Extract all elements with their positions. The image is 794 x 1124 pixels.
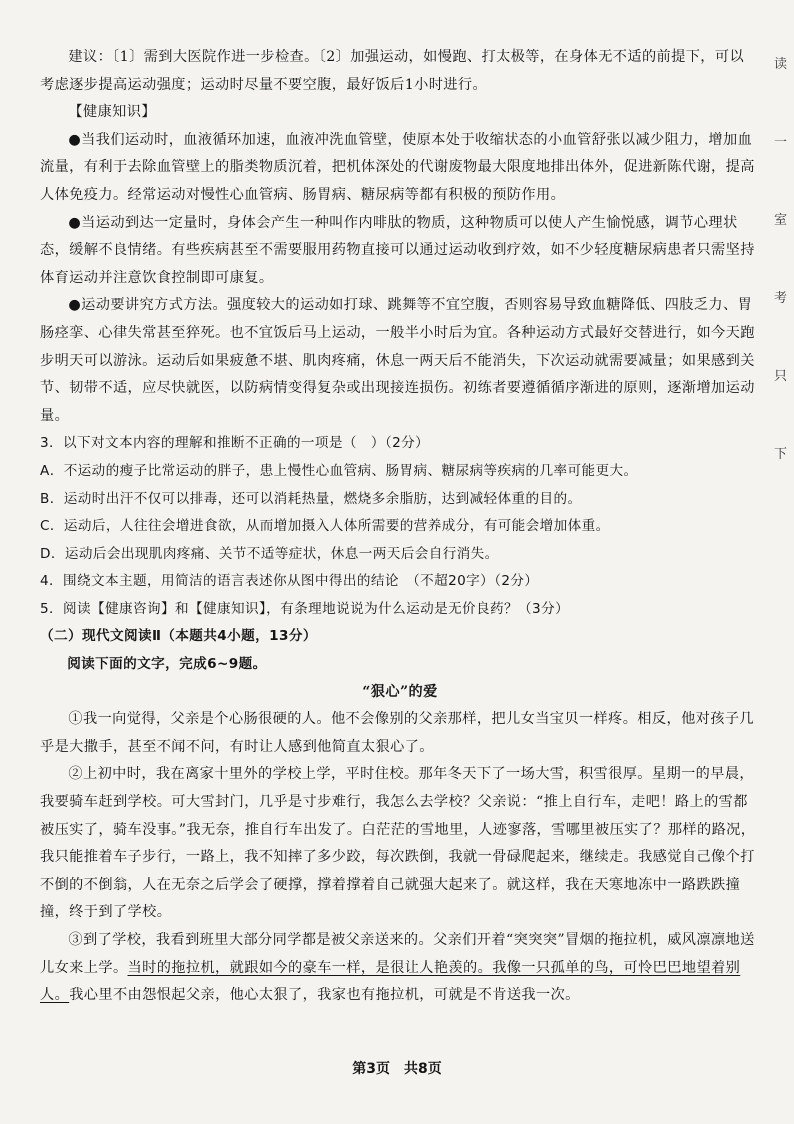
margin-char-1: 读 xyxy=(774,57,788,72)
knowledge-item-2: ●当运动到达一定量时，身体会产生一种叫作内啡肽的物质，这种物质可以使人产生愉悦感，调节心理状态，缓解不良情绪。有些疾病甚至不需要服用药物直接可以通过运动收到疗效，如不少轻度糖尿病患者只需坚持体育运动并注意饮食控制即可康复。 xyxy=(40,214,755,286)
question-3: 3．以下对文本内容的理解和推断不正确的一项是（ ）（2分） xyxy=(40,435,430,452)
health-knowledge-header: 【健康知识】 xyxy=(68,104,156,121)
margin-char-3: 室 xyxy=(774,213,788,228)
advice-text xyxy=(40,44,760,99)
page-content xyxy=(40,44,760,1010)
advice-line-1: 建议：〔1〕需到大医院作进一步检查。〔2〕加强运动，如慢跑、打太极等，在身体无不适的前提下，可以 xyxy=(68,49,745,65)
option-b: B．运动时出汗不仅可以排毒，还可以消耗热量，燃烧多余脂肪，达到减轻体重的目的。 xyxy=(40,490,582,507)
option-c: C．运动后，人往往会增进食欲，从而增加摄入人体所需要的营养成分，有可能会增加体重。 xyxy=(40,518,610,535)
knowledge-item-1: ●当我们运动时，血液循环加速，血液冲洗血管壁，使原本处于收缩状态的小血管舒张以减少阻力，增加血流量，有利于去除血管壁上的脂类物质沉着，把机体深处的代谢废物最大限度地排出体外，促进新陈代谢，提高人体免疫力。经常运动对慢性心血管病、肠胃病、糖尿病等都有积极的预防作用。 xyxy=(40,131,755,203)
story-paragraph-1: ①我一向觉得，父亲是个心肠很硬的人。他不会像别的父亲那样，把儿女当宝贝一样疼。相反，他对孩子几乎是大撒手，甚至不闻不问，有时让人感到他简直太狠心了。 xyxy=(40,711,755,755)
story-paragraph-3-part-a: ③到了学校，我看到班里大部分同学都是被父亲送来的。父亲们开着“突突突”冒烟的拖拉机，威风凛凛地送儿女来上学。 xyxy=(40,932,755,976)
story-paragraph-3-part-c: 我心里不由怨恨起父亲，他心太狠了，我家也有拖拉机，可就是不肯送我一次。 xyxy=(69,987,580,1004)
page-footer: 第3页 共8页 xyxy=(352,1061,442,1077)
margin-char-2: 一 xyxy=(774,135,788,150)
section-2-instruction: 阅读下面的文字，完成6~9题。 xyxy=(67,656,267,673)
story-paragraph-3 xyxy=(40,927,760,1010)
margin-char-6: 下 xyxy=(774,447,788,462)
story-paragraph-2: ②上初中时，我在离家十里外的学校上学，平时住校。那年冬天下了一场大雪，积雪很厚。星期一的早晨，我要骑车赶到学校。可大雪封门，几乎是寸步难行，我怎么去学校？父亲说：“推上自行车，走吧！路上的雪都被压实了，骑车没事。”我无奈，推自行车出发了。白茫茫的雪地里，人迹寥落，雪哪里被压实了？那样的路况，我只能推着车子步行，一路上，我不知摔了多少跤，每次跌倒，我就一骨碌爬起来，继续走。我感觉自己像个打不倒的不倒翁，人在无奈之后学会了硬撑，撑着撑着自己就强大起来了。就这样，我在天寒地冻中一路跌跌撞撞，终于到了学校。 xyxy=(40,766,756,921)
margin-char-4: 考 xyxy=(774,291,788,306)
section-2-heading: （二）现代文阅读Ⅱ（本题共4小题，13分） xyxy=(40,628,317,645)
right-margin-bleed-text xyxy=(774,56,794,524)
question-4: 4．围绕文本主题，用简洁的语言表述你从图中得出的结论 （不超20字）（2分） xyxy=(40,573,539,590)
option-a: A．不运动的瘦子比常运动的胖子，患上慢性心血管病、肠胃病、糖尿病等疾病的几率可能更大。 xyxy=(40,462,638,479)
knowledge-item-3: ●运动要讲究方式方法。强度较大的运动如打球、跳舞等不宜空腹，否则容易导致血糖降低、四肢乏力、胃肠痉挛、心律失常甚至猝死。也不宜饭后马上运动，一般半小时后为宜。各种运动方式最好交替进行，如今天跑步明天可以游泳。运动后如果疲惫不堪、肌肉疼痛，休息一两天后不能消失，下次运动就需要减量；如果感到关节、韧带不适，应尽快就医，以防病情变得复杂或出现接连损伤。初练者要遵循循序渐进的原则，逐渐增加运动量。 xyxy=(40,297,755,424)
margin-char-5: 只 xyxy=(774,369,788,384)
story-title: “狠心”的爱 xyxy=(362,683,438,700)
question-5: 5．阅读【健康咨询】和【健康知识】，有条理地说说为什么运动是无价良药？（3分） xyxy=(40,600,570,617)
story-underlined-sentence: 当时的拖拉机，就跟如今的豪车一样，是很让人艳羡的。我像一只孤单的鸟，可怜巴巴地望着别人。 xyxy=(40,959,741,1004)
advice-line-2: 考虑逐步提高运动强度；运动时尽量不要空腹，最好饭后1小时进行。 xyxy=(40,76,488,93)
option-d: D．运动后会出现肌肉疼痛、关节不适等症状，休息一两天后会自行消失。 xyxy=(40,545,499,562)
